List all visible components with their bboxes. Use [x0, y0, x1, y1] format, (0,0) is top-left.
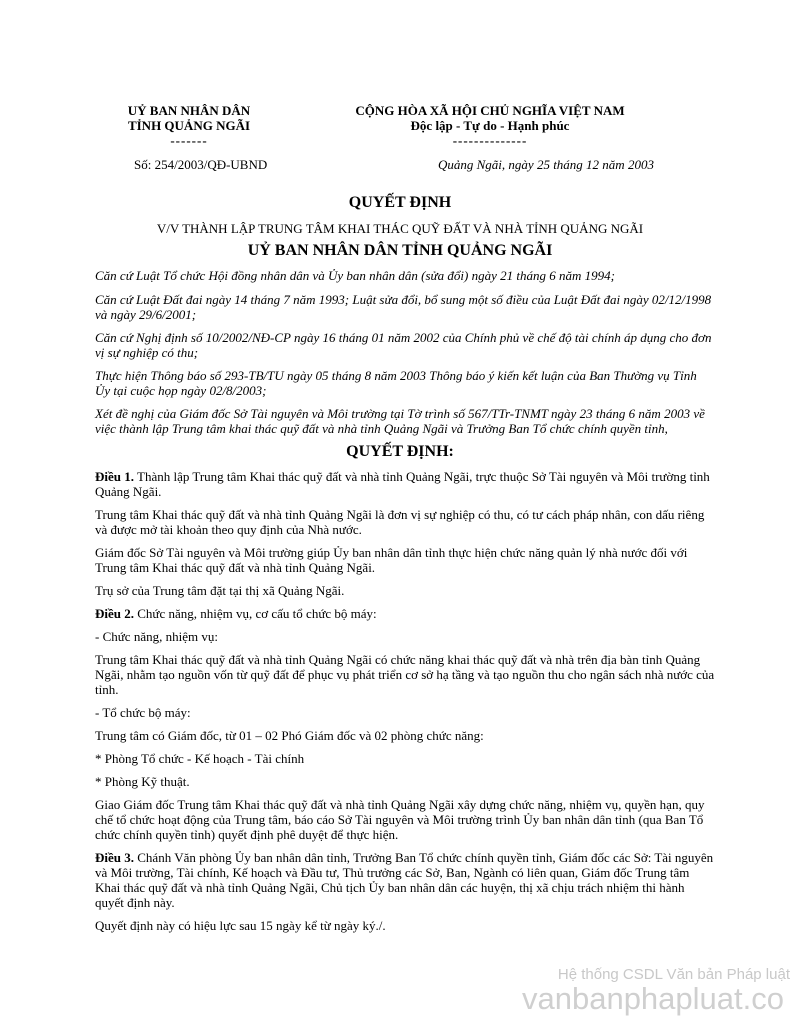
- article-2-paragraph-3: Trung tâm Khai thác quỹ đất và nhà tỉnh Quảng Ngãi có chức năng khai thác quỹ đất và nhà trên địa bàn tỉnh Quảng Ngãi, nhằm tạo nguồn vốn từ quỹ đất để phục vụ phát triển cơ sở hạ tầng và tạo nguồn thu cho ngân sách nhà nước của tỉnh.: [95, 652, 715, 697]
- article-2-paragraph-8: Giao Giám đốc Trung tâm Khai thác quỹ đất và nhà tỉnh Quảng Ngãi xây dựng chức năng, nhiệm vụ, quyền hạn, quy chế tổ chức hoạt động của Trung tâm, báo cáo Sở Tài nguyên và Môi trường trình Ủy ban nhân dân tỉnh (qua Ban Tổ chức chính quyền tỉnh) quyết định phê duyệt để thực hiện.: [95, 797, 705, 842]
- article-2-paragraph-5: Trung tâm có Giám đốc, từ 01 – 02 Phó Giám đốc và 02 phòng chức năng:: [95, 728, 484, 743]
- article-2-paragraph-6: * Phòng Tổ chức - Kế hoạch - Tài chính: [95, 751, 305, 766]
- national-motto-divider: --------------: [452, 133, 528, 148]
- article-2-paragraph-2: - Chức năng, nhiệm vụ:: [95, 629, 218, 644]
- article-2-label: Điều 2.: [95, 606, 134, 621]
- preamble-item: Xét đề nghị của Giám đốc Sở Tài nguyên và Môi trường tại Tờ trình số 567/TTr-TNMT ngày 23 tháng 6 năm 2003 về việc thành lập Trung tâm khai thác quỹ đất và nhà tỉnh Quảng Ngãi và Trưởng Ban Tổ chức chính quyền tỉnh,: [95, 406, 705, 436]
- article-3-text: Chánh Văn phòng Ủy ban nhân dân tỉnh, Trưởng Ban Tổ chức chính quyền tỉnh, Giám đốc các Sở: Tài nguyên và Môi trường, Tài chính, Kế hoạch và Đầu tư, Thủ trưởng các Sở, Ban, Ngành có liên quan, Giám đốc Trung tâm Khai thác quỹ đất và nhà tỉnh Quảng Ngãi, Chủ tịch Ủy ban nhân dân các huyện, thị xã chịu trách nhiệm thi hành quyết định này.: [95, 850, 714, 910]
- place-and-date: Quảng Ngãi, ngày 25 tháng 12 năm 2003: [438, 157, 654, 172]
- preamble-item: Thực hiện Thông báo số 293-TB/TU ngày 05 tháng 8 năm 2003 Thông báo ý kiến kết luận của Ban Thường vụ Tỉnh Ủy tại cuộc họp ngày 02/8/2003;: [95, 368, 697, 398]
- article-3-paragraph-2: Quyết định này có hiệu lực sau 15 ngày kể từ ngày ký./.: [95, 918, 386, 933]
- article-2-paragraph-7: * Phòng Kỹ thuật.: [95, 774, 190, 789]
- national-motto-block: [300, 103, 680, 148]
- national-motto: Độc lập - Tự do - Hạnh phúc: [410, 118, 570, 133]
- article-1-paragraph: [95, 469, 715, 499]
- issuing-authority-divider: -------: [170, 133, 208, 148]
- document-type-title: QUYẾT ĐỊNH: [348, 194, 452, 211]
- preamble-item: Căn cứ Nghị định số 10/2002/NĐ-CP ngày 16 tháng 01 năm 2002 của Chính phủ về chế độ tài chính áp dụng cho đơn vị sự nghiệp có thu;: [95, 330, 712, 360]
- article-1-paragraph-2: Trung tâm Khai thác quỹ đất và nhà tỉnh Quảng Ngãi là đơn vị sự nghiệp có thu, có tư cách pháp nhân, con dấu riêng và được mở tài khoản theo quy định của Nhà nước.: [95, 507, 705, 537]
- authority-heading: UỶ BAN NHÂN DÂN TỈNH QUẢNG NGÃI: [247, 242, 553, 259]
- article-2-paragraph: [95, 606, 715, 621]
- watermark-line1: Hệ thống CSDL Văn bản Pháp luật: [557, 966, 790, 983]
- article-1-paragraph-4: Trụ sở của Trung tâm đặt tại thị xã Quảng Ngãi.: [95, 583, 345, 598]
- article-1-text: Thành lập Trung tâm Khai thác quỹ đất và nhà tỉnh Quảng Ngãi, trực thuộc Sở Tài nguyên và Môi trường tỉnh Quảng Ngãi.: [95, 469, 710, 499]
- document-subject: V/V THÀNH LẬP TRUNG TÂM KHAI THÁC QUỸ ĐẤT VÀ NHÀ TỈNH QUẢNG NGÃI: [156, 221, 644, 236]
- issuing-authority-block: [96, 103, 282, 148]
- preamble-item: Căn cứ Luật Đất đai ngày 14 tháng 7 năm 1993; Luật sửa đổi, bổ sung một số điều của Luật Đất đai ngày 02/12/1998 và ngày 29/6/2001;: [95, 292, 712, 322]
- article-3-paragraph: [95, 850, 715, 910]
- article-3-label: Điều 3.: [95, 850, 134, 865]
- article-2-paragraph-4: - Tổ chức bộ máy:: [95, 705, 191, 720]
- article-1-paragraph-3: Giám đốc Sở Tài nguyên và Môi trường giúp Ủy ban nhân dân tỉnh thực hiện chức năng quản lý nhà nước đối với Trung tâm Khai thác quỹ đất và nhà tỉnh Quảng Ngãi.: [95, 545, 688, 575]
- national-name: CỘNG HÒA XÃ HỘI CHỦ NGHĨA VIỆT NAM: [355, 103, 625, 118]
- reference-number: Số: 254/2003/QĐ-UBND: [134, 157, 268, 172]
- issuing-authority-line1: UỶ BAN NHÂN DÂN: [127, 103, 251, 118]
- issuing-authority-line2: TỈNH QUẢNG NGÃI: [127, 118, 251, 133]
- preamble-item: Căn cứ Luật Tổ chức Hội đồng nhân dân và Ủy ban nhân dân (sửa đổi) ngày 21 tháng 6 năm 1994;: [95, 268, 615, 283]
- decision-heading: QUYẾT ĐỊNH:: [346, 443, 454, 460]
- article-1-label: Điều 1.: [95, 469, 134, 484]
- article-2-text: Chức năng, nhiệm vụ, cơ cấu tổ chức bộ máy:: [134, 606, 377, 621]
- watermark-site: vanbanphapluat.co: [521, 981, 784, 1016]
